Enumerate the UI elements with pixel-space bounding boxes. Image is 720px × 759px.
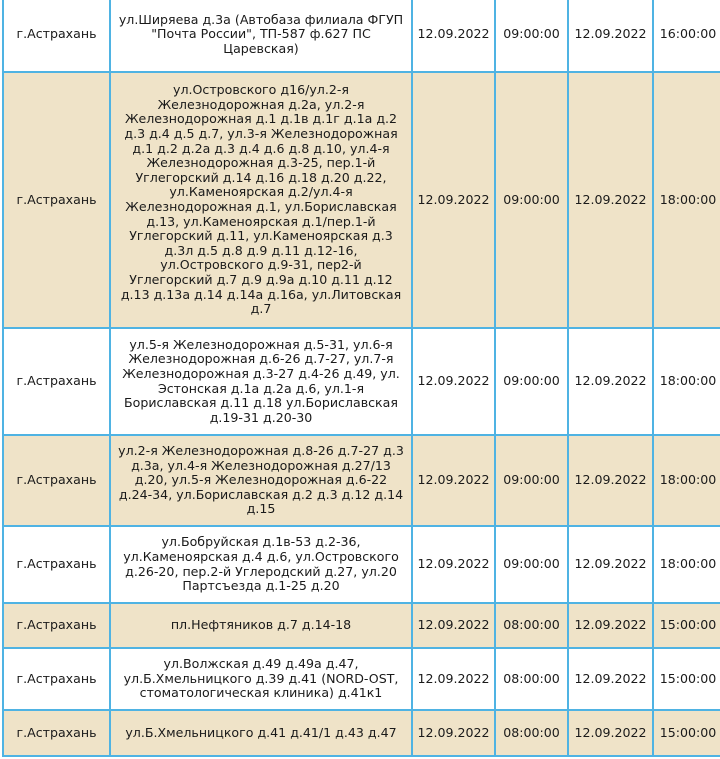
start-date-cell: 12.09.2022	[412, 603, 495, 648]
table-row	[3, 435, 720, 526]
end-time-cell: 15:00:00	[653, 710, 720, 756]
city-cell: г.Астрахань	[3, 435, 110, 526]
end-time-cell: 18:00:00	[653, 526, 720, 603]
end-time-cell: 18:00:00	[653, 435, 720, 526]
end-date-cell: 12.09.2022	[568, 328, 653, 435]
end-time-cell: 16:00:00	[653, 0, 720, 72]
end-time-cell: 15:00:00	[653, 603, 720, 648]
end-date-cell: 12.09.2022	[568, 648, 653, 710]
start-time-cell: 09:00:00	[495, 72, 568, 328]
start-time-cell: 09:00:00	[495, 328, 568, 435]
table-row	[3, 0, 720, 72]
city-cell: г.Астрахань	[3, 72, 110, 328]
start-date-cell: 12.09.2022	[412, 710, 495, 756]
city-cell: г.Астрахань	[3, 603, 110, 648]
city-cell: г.Астрахань	[3, 526, 110, 603]
start-date-cell: 12.09.2022	[412, 0, 495, 72]
city-cell: г.Астрахань	[3, 0, 110, 72]
city-cell: г.Астрахань	[3, 648, 110, 710]
end-date-cell: 12.09.2022	[568, 435, 653, 526]
end-time-cell: 18:00:00	[653, 72, 720, 328]
end-date-cell: 12.09.2022	[568, 0, 653, 72]
address-cell: пл.Нефтяников д.7 д.14-18	[110, 603, 412, 648]
address-cell: ул.Волжская д.49 д.49а д.47, ул.Б.Хмельницкого д.39 д.41 (NORD-OST, стоматологическая клиника) д.41к1	[110, 648, 412, 710]
table-row	[3, 328, 720, 435]
outage-table	[2, 0, 720, 757]
table-row	[3, 648, 720, 710]
end-time-cell: 15:00:00	[653, 648, 720, 710]
start-date-cell: 12.09.2022	[412, 72, 495, 328]
address-cell: ул.Ширяева д.3а (Автобаза филиала ФГУП "Почта России", ТП-587 ф.627 ПС Царевская)	[110, 0, 412, 72]
start-time-cell: 09:00:00	[495, 0, 568, 72]
start-time-cell: 08:00:00	[495, 648, 568, 710]
address-cell: ул.2-я Железнодорожная д.8-26 д.7-27 д.3 д.3а, ул.4-я Железнодорожная д.27/13 д.20, ул.5-я Железнодорожная д.6-22 д.24-34, ул.Бориславская д.2 д.3 д.12 д.14 д.15	[110, 435, 412, 526]
city-cell: г.Астрахань	[3, 328, 110, 435]
end-date-cell: 12.09.2022	[568, 526, 653, 603]
start-date-cell: 12.09.2022	[412, 435, 495, 526]
city-cell: г.Астрахань	[3, 710, 110, 756]
end-date-cell: 12.09.2022	[568, 72, 653, 328]
address-cell: ул.Бобруйская д.1в-53 д.2-36, ул.Каменоярская д.4 д.6, ул.Островского д.26-20, пер.2-й Углеродский д.27, ул.20 Партсъезда д.1-25 д.20	[110, 526, 412, 603]
address-cell: ул.Островского д16/ул.2-я Железнодорожная д.2а, ул.2-я Железнодорожная д.1 д.1в д.1г д.1а д.2 д.3 д.4 д.5 д.7, ул.3-я Железнодорожная д.1 д.2 д.2а д.3 д.4 д.6 д.8 д.10, ул.4-я Железнодорожная д.3-25, пер.1-й Углегорский д.14 д.16 д.18 д.20 д.22, ул.Каменоярская д.2/ул.4-я Железнодорожная д.1, ул.Бориславская д.13, ул.Каменоярская д.1/пер.1-й Углегорский д.11, ул.Каменоярская д.3 д.3л д.5 д.8 д.9 д.11 д.12-16, ул.Островского д.9-31, пер2-й Углегорский д.7 д.9 д.9а д.10 д.11 д.12 д.13 д.13а д.14 д.14а д.16а, ул.Литовская д.7	[110, 72, 412, 328]
table-row	[3, 526, 720, 603]
end-date-cell: 12.09.2022	[568, 710, 653, 756]
start-date-cell: 12.09.2022	[412, 648, 495, 710]
table-row	[3, 710, 720, 756]
address-cell: ул.5-я Железнодорожная д.5-31, ул.6-я Железнодорожная д.6-26 д.7-27, ул.7-я Железнодорожная д.3-27 д.4-26 д.49, ул. Эстонская д.1а д.2а д.6, ул.1-я Бориславская д.11 д.18 ул.Бориславская д.19-31 д.20-30	[110, 328, 412, 435]
end-time-cell: 18:00:00	[653, 328, 720, 435]
end-date-cell: 12.09.2022	[568, 603, 653, 648]
start-time-cell: 09:00:00	[495, 435, 568, 526]
start-time-cell: 09:00:00	[495, 526, 568, 603]
start-date-cell: 12.09.2022	[412, 328, 495, 435]
start-time-cell: 08:00:00	[495, 710, 568, 756]
table-row	[3, 603, 720, 648]
start-date-cell: 12.09.2022	[412, 526, 495, 603]
address-cell: ул.Б.Хмельницкого д.41 д.41/1 д.43 д.47	[110, 710, 412, 756]
table-row	[3, 72, 720, 328]
start-time-cell: 08:00:00	[495, 603, 568, 648]
